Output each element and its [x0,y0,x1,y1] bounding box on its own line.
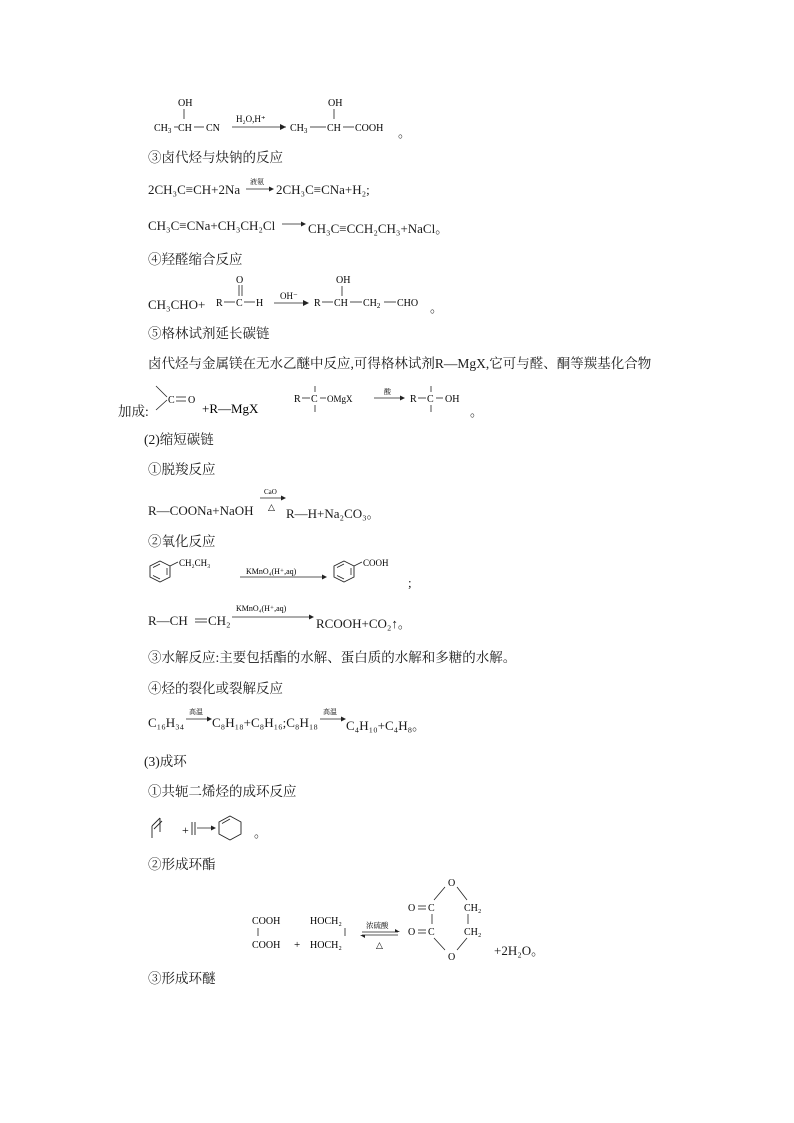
heading-aldol: ④羟醛缩合反应 [148,252,243,267]
aldol-end: 。 [430,300,444,315]
kmno4-label-2: KMnO₄(H⁺,aq) [236,604,287,613]
arrow-high-temp-2 [320,706,348,726]
ch-label-2: CH [327,123,341,134]
ch3-label: $CH_3$ [154,123,172,135]
butadiene-icon [152,818,162,838]
diels-alder-end: 。 [254,825,268,840]
cracking-a: C₁₆H₃₄ [148,715,185,730]
eq-right: 2CH₃C≡CNa+H₂; [276,182,370,197]
ethyl-label: CH₂CH₃ [179,558,211,568]
cooh-label-2: COOH [363,558,389,568]
plus-sign-2: + [294,939,301,951]
oxidation-semicolon: ; [408,575,412,590]
grignard-paragraph: 卤代烃与金属镁在无水乙醚中反应,可得格林试剂R—MgX,它可与醛、酮等羰基化合物 [148,356,652,371]
heading-cyclic-ether: ③形成环醚 [148,971,216,986]
eq-alkyne-sodium-1 [148,182,240,198]
ch2-atom: $CH_2$ [363,298,381,310]
ring-c-2: C [428,927,435,938]
high-temp-label-2: 高温 [323,708,337,716]
heading-shorten: (2)缩短碳链 [144,432,214,447]
addition-lead: 加成: [118,404,149,419]
ch3-label-2: $CH_3$ [290,123,308,135]
c-atom: C [236,298,243,309]
oh-minus-label: OH⁻ [280,291,298,301]
hoch2-bottom: HOCH₂ [310,940,342,951]
cooh-bottom: COOH [252,940,281,951]
heading-alkyne-sodium: ③卤代烃与炔钠的反应 [148,150,283,165]
eq-alkyne-sodium-2: CH₃C≡CNa+CH₃CH₂Cl [148,218,276,233]
benzene-ring-icon [150,561,170,582]
heading-cracking: ④烃的裂化或裂解反应 [148,681,283,696]
heading-cyclization: (3)成环 [144,754,187,769]
cyclic-ester-svg [250,874,510,964]
cho-atom: CHO [397,298,419,309]
arrow-plain [282,216,308,230]
oxidation-svg [148,555,418,589]
oh-label-3: OH [445,394,460,405]
ring-o-top: O [448,878,456,889]
r-group-2: R [314,298,321,309]
grignard-end: 。 [470,404,484,419]
heat-label-2: △ [376,940,383,950]
arrow-high-temp-1 [186,706,214,726]
heading-cyclic-ester: ②形成环酯 [148,857,216,872]
cyclic-ester-end: +2H₂O。 [494,943,545,958]
carbonyl-o: O [236,275,244,286]
reaction-cyanohydrin-svg [150,92,420,138]
alkene-ch2: CH₂ [208,613,231,628]
ring-c-1: C [428,903,435,914]
hoch2-top: HOCH₂ [310,916,342,927]
conc-h2so4-label: 浓硫酸 [366,921,389,930]
double-bond [194,613,208,627]
ring-ch2-1: CH₂ [464,903,482,914]
cooh-top: COOH [252,916,281,927]
carbon: C [168,395,175,406]
cracking-b: C₈H₁₈+C₈H₁₆;C₈H₁₈ [212,715,318,730]
ch-atom: CH [334,298,348,309]
high-temp-label-1: 高温 [189,708,203,716]
heading-hydrolysis: ③水解反应:主要包括酯的水解、蛋白质的水解和多糖的水解。 [148,650,517,665]
oxygen: O [188,395,196,406]
acid-label: 酸 [384,388,391,396]
cracking-c: C₄H₁₀+C₄H₈。 [346,718,426,733]
rmgx-label: +R—MgX [202,401,259,416]
carbon-2: C [311,394,318,405]
oh-top: OH [336,275,351,286]
cyclohexene-icon [219,816,241,840]
decarbox-left: R—COONa+NaOH [148,503,254,518]
arrow-liquid-ammonia [246,176,276,196]
eq-right-2: CH₃C≡CCH₂CH₃+NaCl。 [308,221,449,236]
omgx-label: OMgX [327,394,353,404]
kmno4-label: KMnO₄(H⁺,aq) [246,567,297,576]
r-group-3: R [294,394,301,405]
diels-alder-svg [148,808,258,842]
eq-left: 2CH₃C≡CH+2Na [148,182,241,197]
ch-label: CH [178,123,192,134]
arrow-kmno4 [232,600,316,624]
ring-o-bottom: O [448,952,456,963]
r-group-4: R [410,394,417,405]
benzene-ring-icon-2 [334,561,354,582]
plus-sign: + [182,823,189,837]
carbonyl-o-1: O [408,903,416,914]
heading-decarboxylation: ①脱羧反应 [148,462,216,477]
carbonyl-o-2: O [408,927,416,938]
oh-label: OH [178,98,193,109]
cn-label: CN [206,123,220,134]
alkene-left: R—CH [148,613,188,628]
heading-diels-alder: ①共轭二烯烃的成环反应 [148,784,297,799]
grignard-svg [150,378,480,424]
cond-label: 液氨 [250,178,264,186]
ring-ch2-2: CH₂ [464,927,482,938]
aldol-left: CH₃CHO+ [148,297,206,312]
carbon-3: C [427,394,434,405]
oh-label-2: OH [328,98,343,109]
arrow-cao [258,486,288,516]
heading-oxidation: ②氧化反应 [148,534,216,549]
aldol-svg [212,272,442,316]
cooh-label: COOH [355,123,384,134]
r-group: R [216,298,223,309]
decarbox-right: R—H+Na₂CO₃。 [286,506,380,521]
heading-grignard: ⑤格林试剂延长碳链 [148,326,270,341]
heat-label: △ [268,502,275,512]
reagent-label: H₂O,H⁺ [236,114,266,124]
alkene-right: RCOOH+CO₂↑。 [316,616,411,631]
cao-label: CaO [264,488,277,496]
h-atom: H [256,298,264,309]
sentence-end: 。 [398,125,412,140]
